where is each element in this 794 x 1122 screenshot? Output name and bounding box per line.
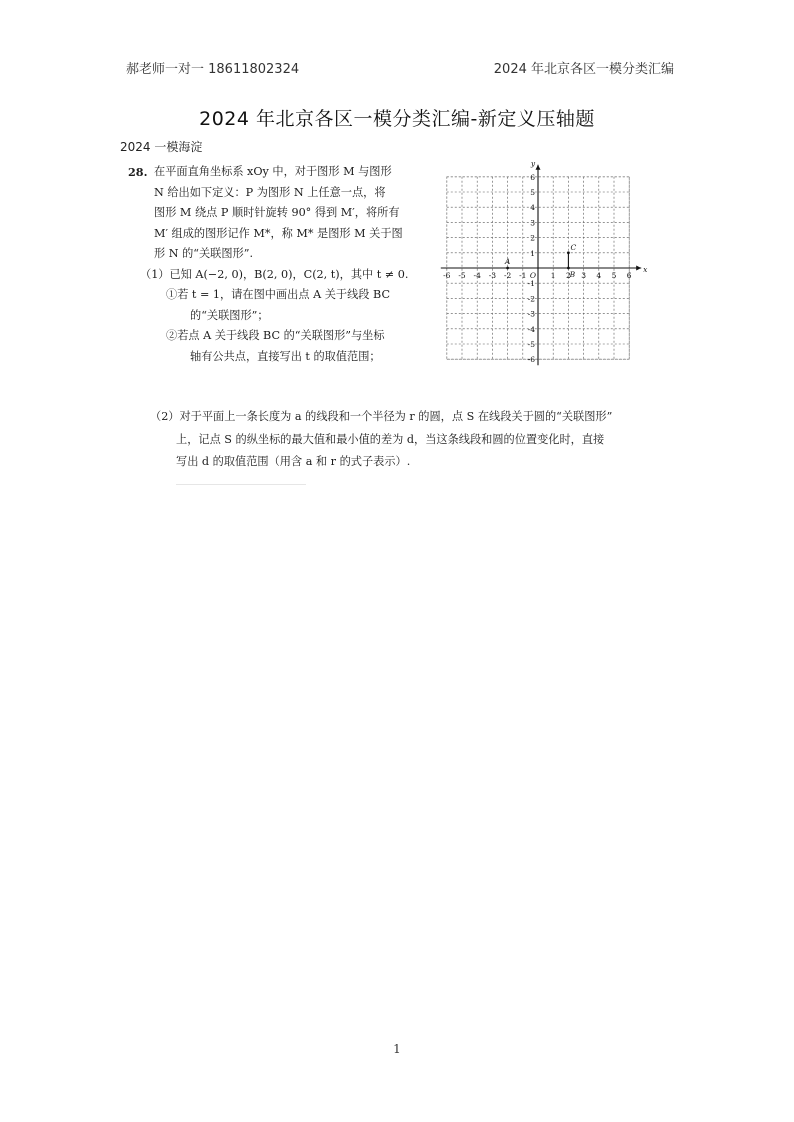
x-tick-label: 3 (581, 271, 586, 280)
y-axis-label: y (530, 162, 536, 168)
header-collection-title: 2024 年北京各区一模分类汇编 (493, 62, 674, 77)
problem-line-4: M′ 组成的图形记作 M*，称 M* 是图形 M 关于图 (154, 226, 403, 240)
divider (176, 484, 306, 485)
x-axis-arrow (636, 266, 641, 271)
x-tick-label: -6 (443, 271, 451, 280)
part2-line2: 上，记点 S 的纵坐标的最大值和最小值的差为 d，当这条线段和圆的位置变化时，直接 (176, 432, 605, 446)
tick-labels (443, 162, 648, 364)
part1-statement: （1）已知 A(−2, 0)，B(2, 0)，C(2, t)，其中 t ≠ 0. (140, 267, 409, 281)
origin-label: O (529, 271, 537, 280)
x-tick-label: -3 (488, 271, 497, 280)
x-tick-label: -4 (473, 271, 481, 280)
y-tick-label: 2 (530, 233, 535, 243)
point-label-c: C (570, 242, 577, 252)
part2-line1: （2）对于平面上一条长度为 a 的线段和一个半径为 r 的圆，点 S 在线段关于圆的“关联图形” (150, 410, 613, 423)
x-tick-label: -1 (519, 271, 527, 280)
part1-question1-line1: ①若 t = 1，请在图中画出点 A 关于线段 BC (166, 288, 391, 301)
y-tick-label: -1 (527, 279, 535, 289)
x-tick-label: 6 (626, 271, 632, 280)
y-tick-label: -4 (527, 324, 535, 334)
problem-line-2: N 给出如下定义：P 为图形 N 上任意一点，将 (154, 185, 386, 199)
y-tick-label: -3 (527, 309, 535, 319)
part1-question2-line2: 轴有公共点，直接写出 t 的取值范围； (190, 349, 381, 363)
page-number: 1 (393, 1042, 401, 1056)
problem-line-5: 形 N 的“关联图形”. (154, 247, 254, 260)
y-tick-label: -6 (527, 355, 535, 365)
problem-line-1: 在平面直角坐标系 xOy 中，对于图形 M 与图形 (154, 165, 392, 178)
part2-line3: 写出 d 的取值范围（用含 a 和 r 的式子表示）. (176, 455, 411, 468)
y-tick-label: -2 (527, 294, 535, 304)
point-a (506, 267, 509, 270)
part1-question1-line2: 的“关联图形”； (190, 308, 269, 322)
part1-question2-line1: ②若点 A 关于线段 BC 的“关联图形”与坐标 (166, 329, 385, 342)
coordinate-grid (438, 162, 662, 374)
document-title: 2024 年北京各区一模分类汇编-新定义压轴题 (199, 108, 595, 130)
x-axis-label: x (643, 265, 648, 274)
x-tick-label: 1 (550, 271, 556, 280)
header-contact: 郝老师一对一 18611802324 (126, 62, 300, 77)
y-tick-label: 3 (530, 218, 535, 228)
x-tick-label: 4 (596, 271, 602, 280)
x-tick-label: 5 (611, 271, 617, 280)
section-label: 2024 一模海淀 (120, 140, 203, 154)
y-tick-label: -5 (527, 340, 535, 349)
x-tick-label: -5 (458, 271, 466, 280)
x-tick-label: 2 (566, 271, 571, 280)
problem-number: 28. (128, 165, 148, 179)
y-axis-arrow (536, 165, 541, 170)
y-tick-label: 4 (530, 203, 535, 213)
point-label-b: B (569, 270, 576, 279)
y-tick-label: 6 (530, 172, 535, 182)
problem-28 (128, 162, 428, 367)
problem-line-3: 图形 M 绕点 P 顺时针旋转 90° 得到 M′，将所有 (154, 206, 400, 219)
part2 (150, 406, 690, 474)
point-label-a: A (504, 257, 511, 266)
y-tick-label: 5 (530, 188, 535, 197)
x-tick-label: -2 (503, 271, 512, 280)
y-tick-label: 1 (530, 248, 535, 258)
axes (441, 165, 641, 365)
